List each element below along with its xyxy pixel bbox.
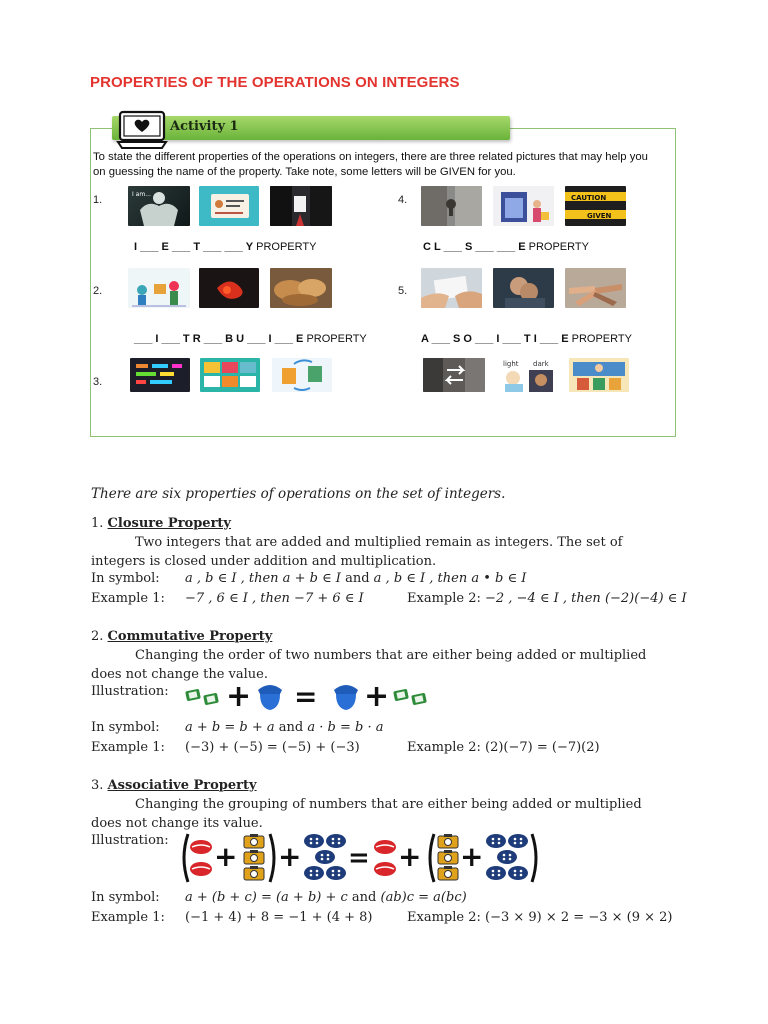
svg-text:GIVEN: GIVEN bbox=[587, 212, 612, 220]
picture-id-card bbox=[199, 186, 259, 226]
commutative-example1: (−3) + (−5) = (−5) + (−3) bbox=[185, 740, 360, 755]
svg-text:=: = bbox=[348, 843, 370, 873]
section-number: 1. bbox=[91, 516, 108, 531]
picture-bread bbox=[270, 268, 332, 308]
picture-classroom bbox=[569, 358, 629, 392]
commutative-text: Changing the order of two numbers that are either being added or multiplied does not change the value. bbox=[91, 648, 647, 682]
laptop-heart-icon bbox=[116, 108, 168, 154]
svg-text:CAUTION: CAUTION bbox=[571, 194, 607, 202]
section-number: 3. bbox=[91, 778, 108, 793]
closure-heading: Closure Property bbox=[107, 516, 231, 531]
picture-leaning-heads bbox=[493, 268, 554, 308]
picture-stacked-hands bbox=[565, 268, 626, 308]
activity-instructions: To state the different properties of the operations on integers, there are three related pictures that may help you on guessing the name of the property. Take note, some letters will be GIVEN for you. bbox=[93, 151, 648, 178]
glasses-icon bbox=[393, 689, 427, 706]
picture-closed-store bbox=[493, 186, 554, 226]
picture-red-paint bbox=[199, 268, 259, 308]
picture-strong-man bbox=[128, 186, 190, 226]
item-number: 1. bbox=[93, 194, 103, 206]
closure-example2: −2 , −4 ∈ I , then (−2)(−4) ∈ I bbox=[485, 591, 687, 606]
associative-example1: (−1 + 4) + 8 = −1 + (4 + 8) bbox=[185, 910, 373, 925]
closure-example1: −7 , 6 ∈ I , then −7 + 6 ∈ I bbox=[185, 591, 364, 606]
svg-text:+: + bbox=[460, 840, 484, 873]
picture-exchange-arrows bbox=[423, 358, 485, 392]
commutative-example1-label: Example 1: bbox=[91, 740, 165, 755]
item-number: 2. bbox=[93, 285, 103, 297]
item-number: 4. bbox=[398, 194, 408, 206]
associative-example2: (−3 × 9) × 2 = −3 × (9 × 2) bbox=[485, 910, 673, 925]
associative-example2-label: Example 2: bbox=[407, 910, 481, 925]
picture-people-sharing bbox=[128, 268, 190, 308]
acorn-icon bbox=[258, 685, 282, 710]
associative-heading-line bbox=[91, 778, 257, 793]
acorn-icon bbox=[334, 685, 358, 710]
item-number: 5. bbox=[398, 285, 408, 297]
commutative-symbol-label: In symbol: bbox=[91, 720, 160, 735]
intro-text: There are six properties of operations on the set of integers. bbox=[91, 486, 506, 502]
picture-door-lock bbox=[421, 186, 482, 226]
section-number: 2. bbox=[91, 629, 108, 644]
picture-app-tiles bbox=[200, 358, 260, 392]
svg-text:+: + bbox=[226, 679, 252, 712]
svg-text:+: + bbox=[214, 840, 238, 873]
svg-text:I am...: I am... bbox=[132, 191, 151, 198]
page-title: PROPERTIES OF THE OPERATIONS ON INTEGERS bbox=[90, 74, 460, 91]
svg-text:=: = bbox=[294, 680, 318, 712]
picture-color-code bbox=[130, 358, 190, 392]
closure-symbol-label: In symbol: bbox=[91, 571, 160, 586]
picture-light-dark bbox=[497, 358, 557, 392]
commutative-example2: (2)(−7) = (−7)(2) bbox=[485, 740, 600, 755]
svg-text:dark: dark bbox=[533, 360, 549, 368]
glasses-icon bbox=[185, 689, 219, 706]
item-number: 3. bbox=[93, 376, 103, 388]
commutative-example2-label: Example 2: bbox=[407, 740, 481, 755]
item-clue: A ___ S O ___ I ___ T I ___ E PROPERTY bbox=[421, 333, 632, 345]
closure-heading-line bbox=[91, 516, 231, 531]
svg-text:+: + bbox=[278, 840, 302, 873]
svg-text:light: light bbox=[503, 360, 519, 368]
picture-transfer bbox=[272, 358, 332, 392]
closure-text: Two integers that are added and multiplied remain as integers. The set of integers is closed under addition and multiplication. bbox=[91, 535, 623, 569]
closure-symbol: a , b ∈ I , then a + b ∈ I and a , b ∈ I , then a • b ∈ I bbox=[185, 571, 527, 586]
commutative-heading: Commutative Property bbox=[107, 629, 273, 644]
item-clue: I ___ E ___ T ___ ___ Y PROPERTY bbox=[134, 241, 317, 253]
associative-symbol-label: In symbol: bbox=[91, 890, 160, 905]
item-clue: ___ I ___ T R ___ B U ___ I ___ E PROPERTY bbox=[134, 333, 367, 345]
closure-example1-label: Example 1: bbox=[91, 591, 165, 606]
svg-text:+: + bbox=[398, 840, 422, 873]
associative-symbol: a + (b + c) = (a + b) + c and (ab)c = a(bc) bbox=[185, 890, 467, 905]
associative-example1-label: Example 1: bbox=[91, 910, 165, 925]
associative-illustration bbox=[180, 830, 542, 886]
associative-illustration-label: Illustration: bbox=[91, 833, 169, 848]
closure-example2-label: Example 2: bbox=[407, 591, 481, 606]
item-clue: C L ___ S ___ ___ E PROPERTY bbox=[423, 241, 589, 253]
commutative-illustration-label: Illustration: bbox=[91, 684, 169, 699]
picture-caution-tape bbox=[565, 186, 626, 226]
picture-business-card bbox=[270, 186, 332, 226]
svg-text:+: + bbox=[364, 679, 390, 712]
commutative-symbol: a + b = b + a and a · b = b · a bbox=[185, 720, 384, 735]
activity-label: Activity 1 bbox=[170, 119, 239, 134]
associative-text: Changing the grouping of numbers that are either being added or multiplied does not change its value. bbox=[91, 797, 642, 831]
associative-heading: Associative Property bbox=[107, 778, 257, 793]
picture-handshake-paper bbox=[421, 268, 482, 308]
commutative-illustration bbox=[182, 678, 442, 712]
commutative-heading-line bbox=[91, 629, 272, 644]
